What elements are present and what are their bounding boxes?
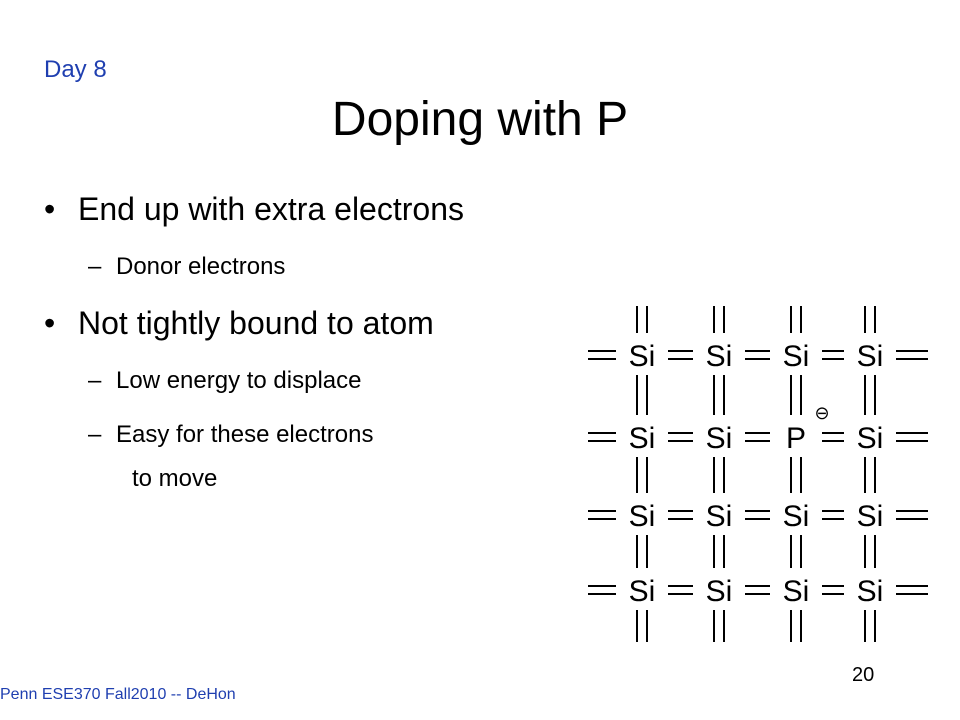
bullet-dot: • (44, 191, 56, 227)
silicon-atom: Si (628, 575, 656, 608)
silicon-atom: Si (856, 575, 884, 608)
silicon-atom: Si (628, 422, 656, 455)
footer-course: Penn ESE370 Fall2010 -- DeHon (0, 686, 236, 703)
sub-bullet-2-2-cont (132, 464, 217, 494)
silicon-atom: Si (856, 500, 884, 533)
silicon-atom: Si (856, 422, 884, 455)
silicon-atom: Si (782, 340, 810, 373)
sub-dash: – (88, 367, 102, 394)
silicon-atom: Si (782, 575, 810, 608)
day-label: Day 8 (44, 56, 107, 83)
silicon-atom: Si (705, 340, 733, 373)
silicon-lattice-diagram (580, 300, 940, 650)
sub-dash: – (88, 421, 102, 448)
slide-title: Doping with P (331, 93, 629, 146)
silicon-atom: Si (705, 422, 733, 455)
sub-bullet-2-2-text: Easy for these electrons (116, 421, 374, 448)
silicon-atom: Si (782, 500, 810, 533)
page-number: 20 (852, 664, 875, 686)
phosphorus-atom: P (785, 422, 807, 455)
extra-electron-symbol: ⊖ (814, 403, 830, 423)
sub-bullet-2-2-cont-text: to move (132, 465, 218, 492)
bullet-1-text: End up with extra electrons (78, 191, 464, 227)
silicon-atom: Si (628, 500, 656, 533)
bullet-dot: • (44, 305, 56, 341)
silicon-atom: Si (856, 340, 884, 373)
silicon-atom: Si (628, 340, 656, 373)
bullet-2-text: Not tightly bound to atom (78, 305, 434, 341)
silicon-atom: Si (705, 500, 733, 533)
sub-dash: – (88, 253, 102, 280)
sub-bullet-1-1-text: Donor electrons (116, 253, 286, 280)
silicon-atom: Si (705, 575, 733, 608)
sub-bullet-2-1-text: Low energy to displace (116, 367, 362, 394)
